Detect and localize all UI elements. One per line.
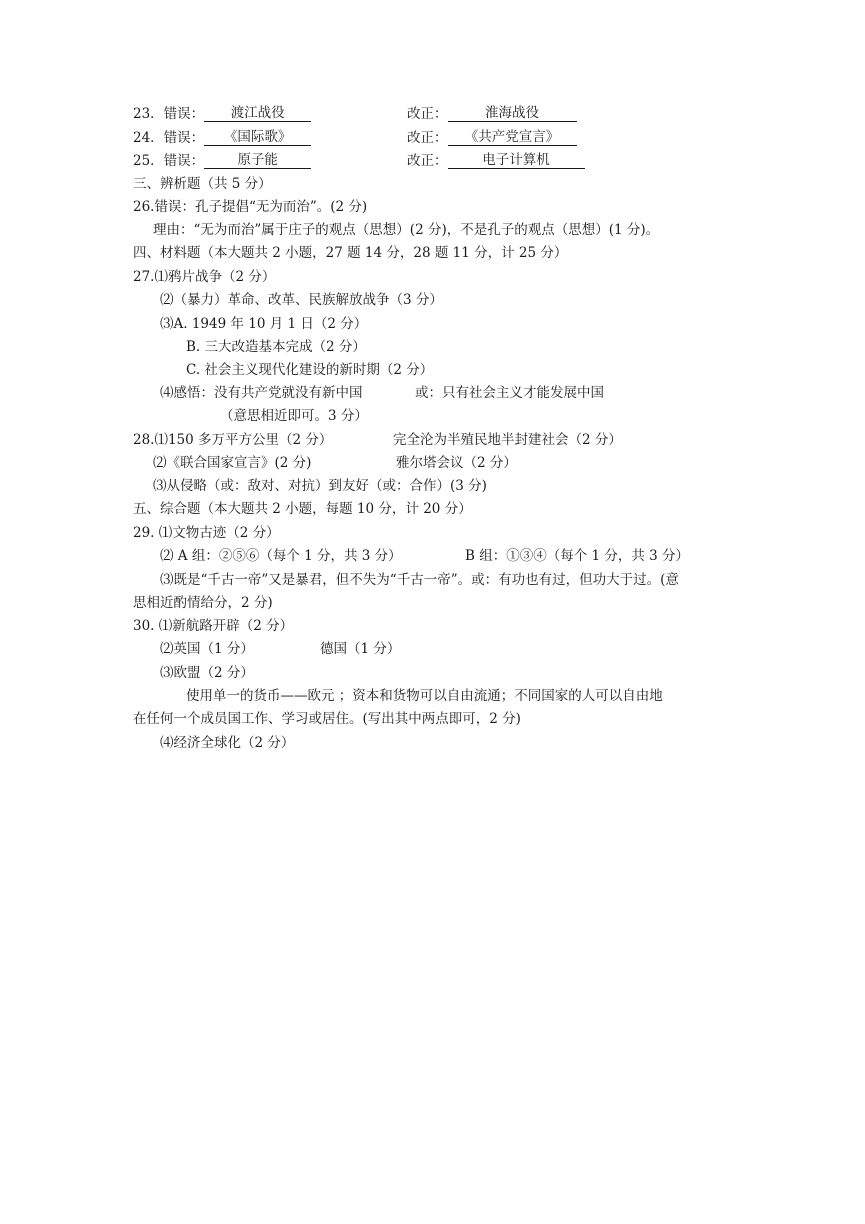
answer-line: 德国（1 分） [320,641,401,657]
answer-line: ⑶从侵略（或：敌对、对抗）到友好（或：合作）(3 分) [153,478,487,494]
answer-line: 30. ⑴新航路开辟（2 分） [133,618,294,634]
answer-line: ⑵ A 组：②⑤⑥（每个 1 分，共 3 分） [160,548,402,564]
section-heading: 五、综合题（本大题共 2 小题，每题 10 分，计 20 分） [133,501,472,517]
answer-line: ⑶既是“千古一帝”又是暴君，但不失为“千古一帝”。或：有功也有过，但功大于过。(意 [160,572,679,588]
answer-line: 使用单一的货币——欧元 ；资本和货物可以自由流通；不同国家的人可以自由地 [186,688,663,704]
correction-fix [407,152,585,170]
answer-line: ⑵（暴力）革命、改革、民族解放战争（3 分） [160,292,443,308]
correction-row [133,105,311,123]
answer-line: C. 社会主义现代化建设的新时期（2 分） [186,362,434,378]
wrong-answer: 《国际歌》 [204,129,311,146]
answer-line: ⑵《联合国家宣言》(2 分) [153,455,312,471]
answer-line: ⑷感悟：没有共产党就没有新中国 [160,385,363,401]
correction-row [133,152,311,170]
answer-line: 在任何一个成员国工作、学习或居住。(写出其中两点即可，2 分) [133,711,521,727]
section-heading: 四、材料题（本大题共 2 小题，27 题 14 分，28 题 11 分，计 25 分） [133,245,568,261]
wrong-answer: 原子能 [204,152,311,169]
answer-line: B. 三大改造基本完成（2 分） [186,339,366,355]
answer-note: （意思相近即可。3 分） [220,408,368,424]
answer-line: 雅尔塔会议（2 分） [396,455,517,471]
correction-number: 23．错误： [133,106,205,122]
fix-label: 改正： [407,106,448,122]
correction-row [133,129,311,147]
correction-fix [407,105,577,123]
fix-label: 改正： [407,153,448,169]
answer-line: ⑵英国（1 分） [160,641,254,657]
answer-line: ⑶A. 1949 年 10 月 1 日（2 分） [160,316,368,332]
q26-error: 26.错误：孔子提倡“无为而治”。(2 分) [133,199,368,215]
correct-answer: 淮海战役 [448,105,577,122]
answer-line: ⑷经济全球化（2 分） [160,735,295,751]
correction-number: 25．错误： [133,153,205,169]
fix-label: 改正： [407,130,448,146]
section-heading: 三、辨析题（共 5 分） [133,176,272,192]
correction-fix [407,129,577,147]
answer-line: 28.⑴150 多万平方公里（2 分） [133,432,333,448]
answer-line: 完全沦为半殖民地半封建社会（2 分） [393,432,622,448]
answer-line: B 组：①③④（每个 1 分，共 3 分） [465,548,690,564]
correction-number: 24．错误： [133,130,205,146]
answer-line: 或：只有社会主义才能发展中国 [415,385,604,401]
correct-answer: 电子计算机 [448,152,585,169]
answer-line: 27.⑴鸦片战争（2 分） [133,269,276,285]
answer-line: 思相近酌情给分，2 分) [133,595,273,611]
answer-line: ⑶欧盟（2 分） [160,665,254,681]
correct-answer: 《共产党宣言》 [448,129,577,146]
q26-reason: 理由：“无为而治”属于庄子的观点（思想）(2 分)，不是孔子的观点（思想）(1 分)。 [153,222,660,238]
wrong-answer: 渡江战役 [204,105,311,122]
answer-line: 29. ⑴文物古迹（2 分） [133,525,280,541]
